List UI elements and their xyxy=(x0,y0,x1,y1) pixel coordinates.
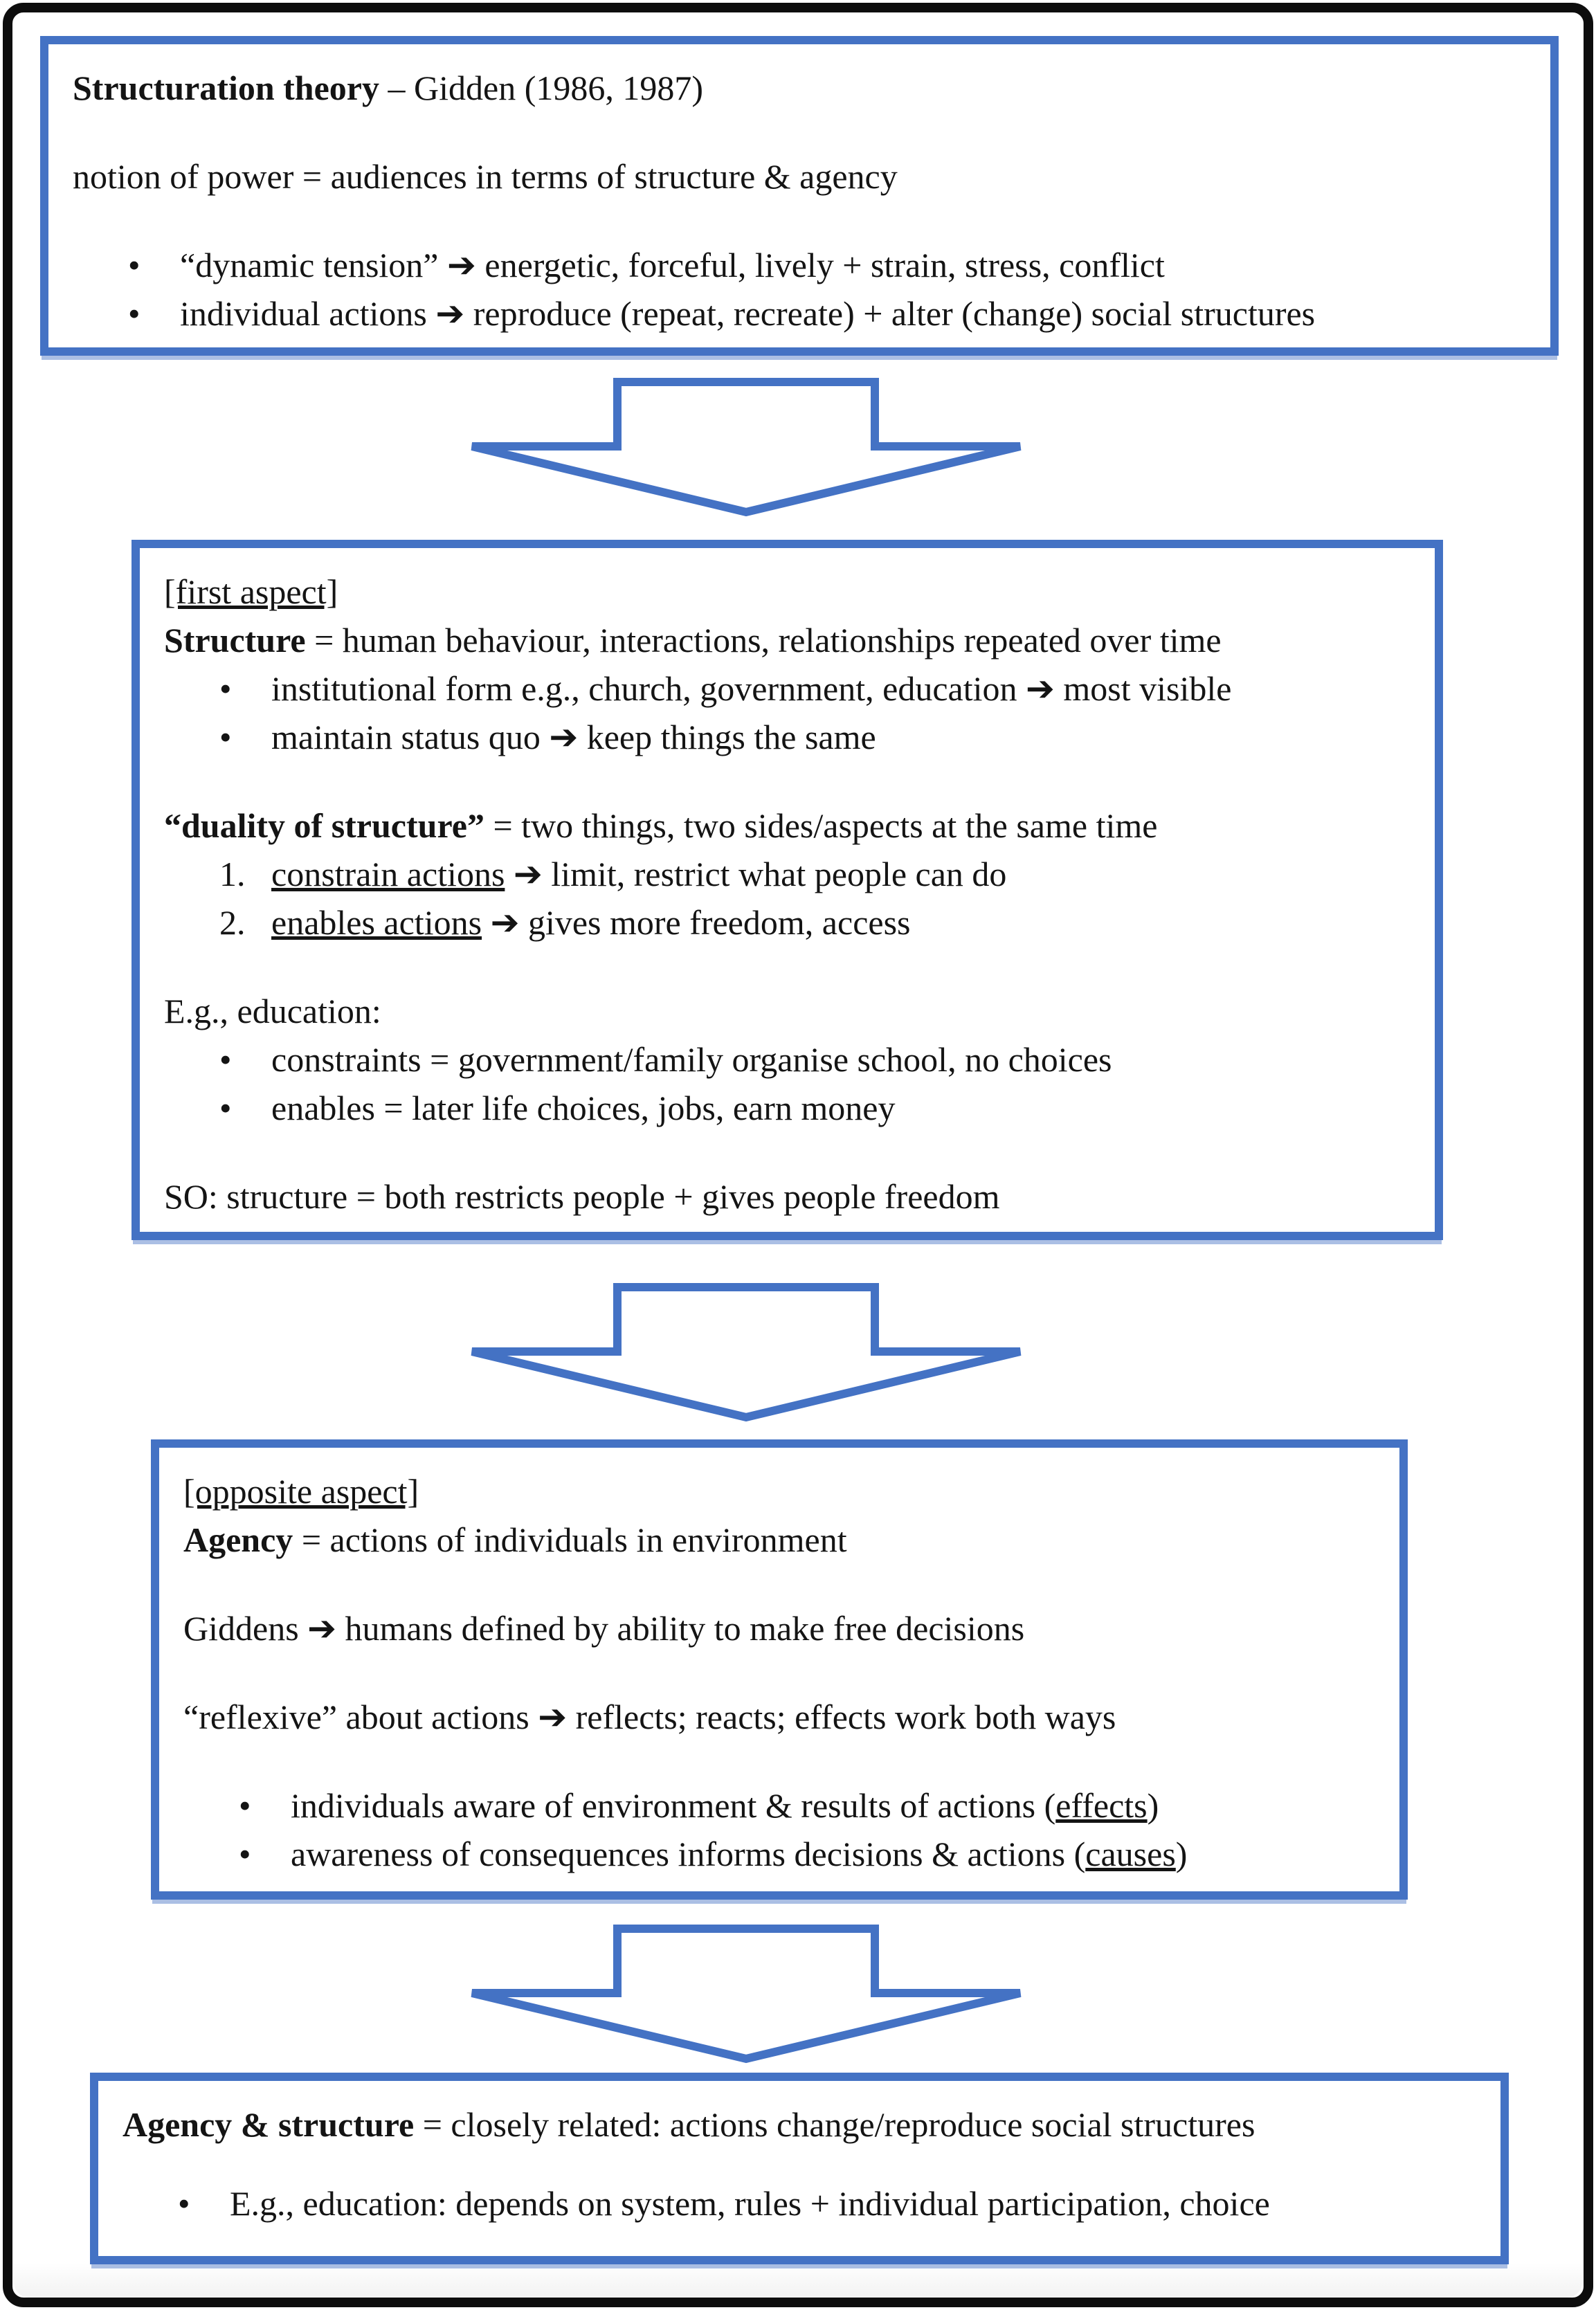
aspect-label-text: [opposite aspect] xyxy=(183,1472,419,1511)
spacer xyxy=(73,201,1526,241)
bullet-text: awareness of consequences informs decisions & actions (causes) xyxy=(291,1835,1188,1873)
paragraph xyxy=(183,1516,1375,1564)
numbered-text: constrain actions ➔ limit, restrict what people can do xyxy=(271,855,1007,893)
bullet-item xyxy=(73,289,1526,338)
bullet-text: E.g., education: depends on system, rules + individual participation, choice xyxy=(230,2184,1270,2223)
spacer xyxy=(123,2149,1476,2179)
paragraph xyxy=(183,1693,1375,1741)
bullet-icon: • xyxy=(239,1786,251,1825)
paragraph xyxy=(73,152,1526,201)
structure-box xyxy=(132,540,1443,1240)
numbered-text: enables actions ➔ gives more freedom, access xyxy=(271,903,911,942)
bullet-item xyxy=(164,713,1411,761)
title-line xyxy=(73,64,1526,112)
bullet-item xyxy=(123,2179,1476,2228)
number-label: 1. xyxy=(219,855,246,893)
bullet-icon: • xyxy=(178,2184,190,2223)
bullet-item xyxy=(73,241,1526,289)
paragraph-text: SO: structure = both restricts people + gives people freedom xyxy=(164,1177,1000,1216)
numbered-item xyxy=(164,850,1411,898)
paragraph-text: Agency = actions of individuals in environment xyxy=(183,1520,847,1559)
aspect-label xyxy=(164,567,1411,616)
down-arrow-icon xyxy=(465,1922,1027,2066)
paragraph xyxy=(164,616,1411,664)
bullet-item xyxy=(183,1781,1375,1830)
paragraph xyxy=(123,2100,1476,2149)
bullet-icon: • xyxy=(219,718,232,756)
paragraph-text: Giddens ➔ humans defined by ability to make free decisions xyxy=(183,1609,1025,1648)
paragraph xyxy=(164,987,1411,1035)
aspect-label xyxy=(183,1467,1375,1516)
paragraph xyxy=(164,801,1411,850)
paragraph-text: Agency & structure = closely related: actions change/reproduce social structures xyxy=(123,2105,1255,2144)
spacer xyxy=(183,1741,1375,1781)
bullet-icon: • xyxy=(219,669,232,708)
conclusion-box xyxy=(90,2073,1509,2264)
aspect-label-text: [first aspect] xyxy=(164,572,338,611)
bullet-text: individual actions ➔ reproduce (repeat, recreate) + alter (change) social structures xyxy=(180,294,1316,333)
bullet-item xyxy=(183,1830,1375,1878)
spacer xyxy=(164,947,1411,987)
bullet-icon: • xyxy=(219,1089,232,1127)
bullet-item xyxy=(164,1084,1411,1132)
spacer xyxy=(183,1653,1375,1693)
bullet-icon: • xyxy=(128,246,140,284)
paragraph-text: “duality of structure” = two things, two sides/aspects at the same time xyxy=(164,806,1158,845)
spacer xyxy=(164,761,1411,801)
spacer xyxy=(164,1132,1411,1172)
paragraph xyxy=(164,1172,1411,1221)
intro-box xyxy=(40,36,1559,356)
spacer xyxy=(183,1564,1375,1604)
bullet-item xyxy=(164,664,1411,713)
paragraph-text: E.g., education: xyxy=(164,992,381,1030)
bullet-text: individuals aware of environment & results of actions (effects) xyxy=(291,1786,1159,1825)
down-arrow-icon xyxy=(465,375,1027,519)
bullet-item xyxy=(164,1035,1411,1084)
agency-box xyxy=(151,1439,1408,1900)
bullet-text: enables = later life choices, jobs, earn money xyxy=(271,1089,896,1127)
numbered-item xyxy=(164,898,1411,947)
title-text: Structuration theory – Gidden (1986, 1987) xyxy=(73,69,703,107)
paragraph-text: Structure = human behaviour, interactions, relationships repeated over time xyxy=(164,621,1222,660)
bullet-text: maintain status quo ➔ keep things the same xyxy=(271,718,876,756)
bullet-text: “dynamic tension” ➔ energetic, forceful, lively + strain, stress, conflict xyxy=(180,246,1165,284)
paragraph xyxy=(183,1604,1375,1653)
number-label: 2. xyxy=(219,903,246,942)
bullet-text: constraints = government/family organise school, no choices xyxy=(271,1040,1112,1079)
bullet-icon: • xyxy=(239,1835,251,1873)
bullet-icon: • xyxy=(128,294,140,333)
bullet-text: institutional form e.g., church, government, education ➔ most visible xyxy=(271,669,1232,708)
paragraph-text: “reflexive” about actions ➔ reflects; reacts; effects work both ways xyxy=(183,1698,1116,1736)
spacer xyxy=(73,112,1526,152)
paragraph-text: notion of power = audiences in terms of structure & agency xyxy=(73,157,898,196)
down-arrow-icon xyxy=(465,1280,1027,1424)
bullet-icon: • xyxy=(219,1040,232,1079)
